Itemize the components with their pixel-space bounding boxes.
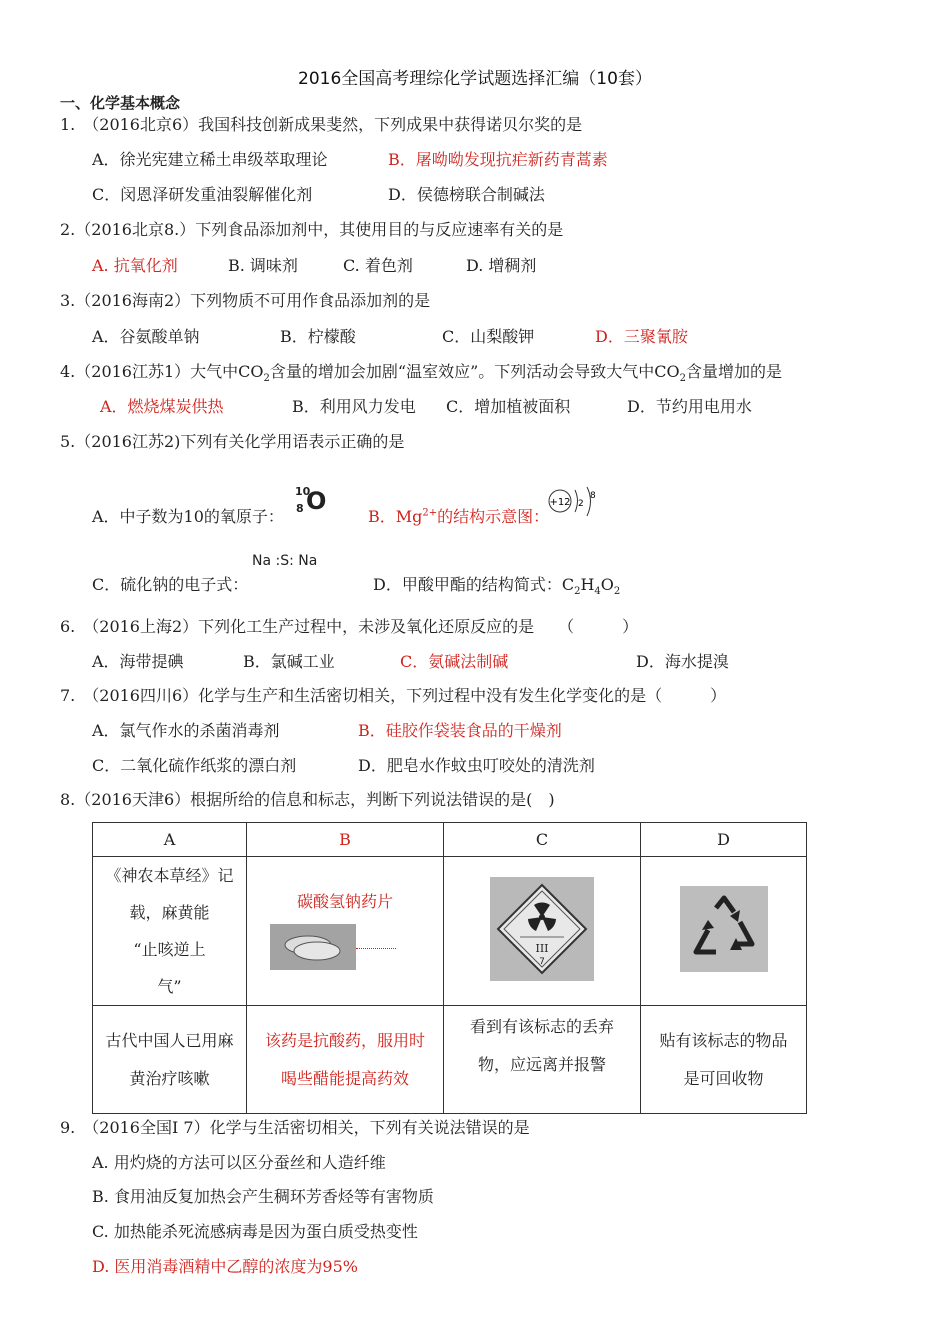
q1-stem: 1. （2016北京6）我国科技创新成果斐然，下列成果中获得诺贝尔奖的是	[60, 115, 583, 134]
q3-option-b: B．柠檬酸	[280, 327, 356, 346]
oxygen-nuclide-symbol: 10 8 O	[295, 485, 327, 515]
q3-stem: 3.（2016海南2）下列物质不可用作食品添加剂的是	[60, 291, 431, 310]
q9-stem: 9. （2016全国Ⅰ 7）化学与生活密切相关，下列有关说法错误的是	[60, 1118, 530, 1137]
q8-cell-d-sign	[641, 857, 807, 1006]
q6-option-b: B．氯碱工业	[243, 652, 335, 671]
q9-option-c: C. 加热能杀死流感病毒是因为蛋白质受热变性	[92, 1222, 418, 1241]
mg-nucleus-label: +12	[549, 497, 571, 508]
q1-option-c: C．闵恩泽研发重油裂解催化剂	[92, 185, 313, 204]
q8-cell-c-sign	[444, 857, 641, 1006]
q7-option-a: A．氯气作水的杀菌消毒剂	[92, 721, 280, 740]
q8-header-a: A	[93, 823, 247, 857]
q2-stem: 2.（2016北京8.）下列食品添加剂中，其使用目的与反应速率有关的是	[60, 220, 564, 239]
q8-cell-b-desc: 该药是抗酸药，服用时 喝些醋能提高药效	[247, 1006, 444, 1114]
mg-ion-structure-diagram	[545, 485, 605, 521]
sign-class-label: III	[535, 942, 549, 955]
q4-option-c: C．增加植被面积	[446, 397, 571, 416]
q6-option-a: A．海带提碘	[92, 652, 184, 671]
q4-option-d: D．节约用电用水	[627, 397, 752, 416]
recycle-sign-photo	[680, 886, 768, 972]
q8-header-b: B	[247, 823, 444, 857]
q1-option-a: A．徐光宪建立稀土串级萃取理论	[92, 150, 328, 169]
q9-option-b: B. 食用油反复加热会产生稠环芳香烃等有害物质	[92, 1187, 434, 1206]
q1-option-d: D．侯德榜联合制碱法	[388, 185, 545, 204]
q3-option-a: A．谷氨酸单钠	[92, 327, 200, 346]
q9-option-d: D. 医用消毒酒精中乙醇的浓度为95%	[92, 1257, 358, 1276]
q9-option-a: A. 用灼烧的方法可以区分蚕丝和人造纤维	[92, 1153, 386, 1172]
q7-option-d: D．肥皂水作蚊虫叮咬处的清洗剂	[358, 756, 595, 775]
q8-table	[92, 822, 807, 1114]
q7-option-c: C．二氧化硫作纸浆的漂白剂	[92, 756, 297, 775]
section-heading: 一、化学基本概念	[60, 94, 181, 112]
q7-stem: 7. （2016四川6）化学与生产和生活密切相关，下列过程中没有发生化学变化的是（ ）	[60, 686, 727, 705]
q2-option-a: A. 抗氧化剂	[92, 256, 178, 275]
q5-option-d: D．甲酸甲酯的结构简式：$C_2H_4O_2$	[373, 575, 621, 598]
sign-number-label: 7	[539, 957, 545, 967]
q3-option-c: C．山梨酸钾	[442, 327, 535, 346]
q8-header-c: C	[444, 823, 641, 857]
q3-option-d: D．三聚氰胺	[595, 327, 688, 346]
q7-option-b: B．硅胶作袋装食品的干燥剂	[358, 721, 562, 740]
q4-option-b: B．利用风力发电	[292, 397, 416, 416]
mg-shell2-label: 8	[590, 491, 596, 501]
q8-cell-a-info: 《神农本草经》记 载，麻黄能 “止咳逆上 气”	[93, 857, 247, 1006]
q2-option-d: D. 增稠剂	[466, 256, 537, 275]
page-title: 2016全国高考理综化学试题选择汇编（10套）	[298, 69, 652, 89]
q6-option-d: D．海水提溴	[636, 652, 729, 671]
q8-cell-c-desc: 看到有该标志的丢弃 物，应远离并报警	[444, 1006, 641, 1114]
q2-option-c: C. 着色剂	[343, 256, 413, 275]
q6-stem: 6. （2016上海2）下列化工生产过程中，未涉及氧化还原反应的是 （ ）	[60, 617, 639, 636]
q8-cell-b-info: 碳酸氢钠药片	[247, 857, 444, 1006]
q8-cell-a-desc: 古代中国人已用麻 黄治疗咳嗽	[93, 1006, 247, 1114]
q5-option-c: C．硫化钠的电子式：	[92, 575, 249, 594]
q5-stem: 5.（2016江苏2)下列有关化学用语表示正确的是	[60, 432, 405, 451]
q6-option-c: C．氨碱法制碱	[400, 652, 509, 671]
q5-option-a: A．中子数为10的氧原子：	[92, 507, 284, 526]
q8-cell-d-desc: 贴有该标志的物品 是可回收物	[641, 1006, 807, 1114]
q8-header-d: D	[641, 823, 807, 857]
q8-stem: 8.（2016天津6）根据所给的信息和标志，判断下列说法错误的是( )	[60, 790, 555, 809]
q2-option-b: B. 调味剂	[228, 256, 298, 275]
q4-option-a: A．燃烧煤炭供热	[100, 397, 224, 416]
mg-shell1-label: 2	[578, 499, 584, 509]
sodium-sulfide-electron-formula: Na :S: Na	[252, 553, 318, 569]
radioactive-sign-photo	[490, 877, 594, 981]
q4-stem: 4.（2016江苏1）大气中$CO_2$含量的增加会加剧“温室效应”。下列活动会导致大气中$CO_2$含量增加的是	[60, 362, 783, 385]
q1-option-b: B．屠呦呦发现抗疟新药青蒿素	[388, 150, 608, 169]
q5-option-b: B．$Mg^{2+}$的结构示意图：	[368, 507, 550, 526]
tablet-photo	[270, 924, 356, 970]
